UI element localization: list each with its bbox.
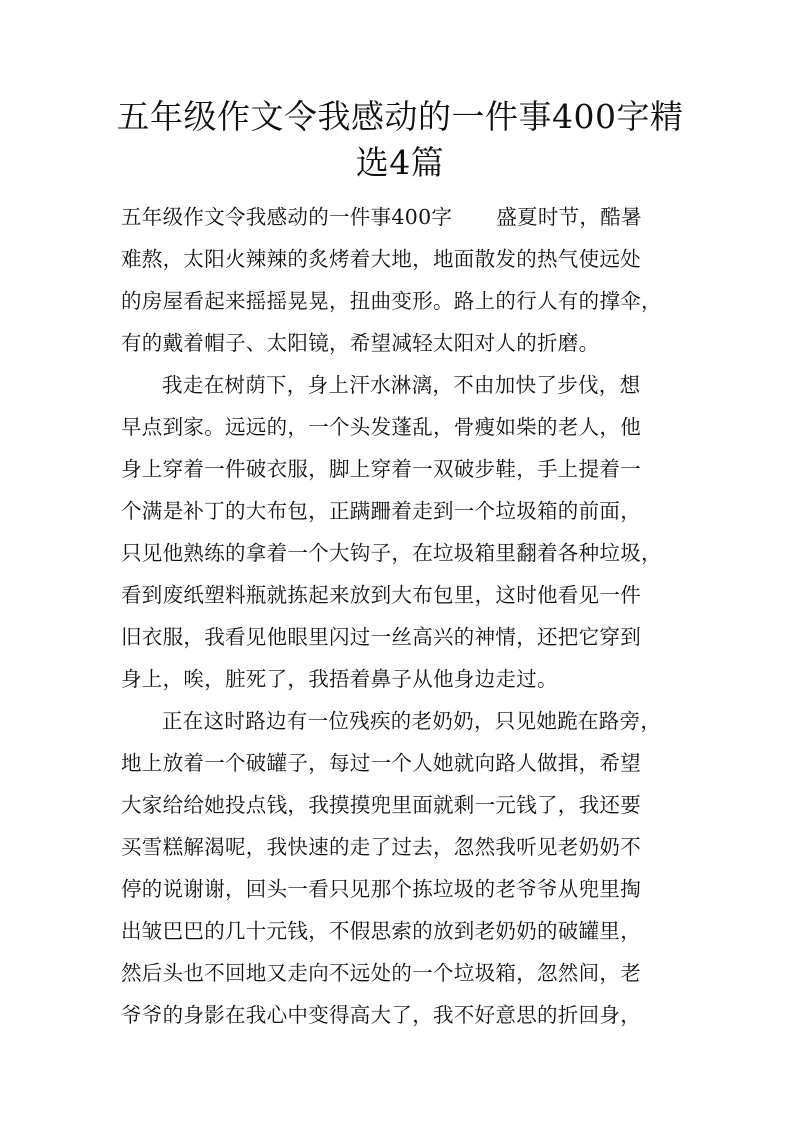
paragraph-line: 然后头也不回地又走向不远处的一个垃圾箱，忽然间，老 [121,961,641,985]
title-line: 选4篇 [355,143,445,182]
paragraph-line: 大家给给她投点钱，我摸摸兜里面就剩一元钱了，我还要 [121,793,641,817]
document-body [121,196,681,1036]
paragraph-line: 难熬，太阳火辣辣的炙烤着大地，地面散发的热气使远处 [121,247,641,271]
paragraph-line: 有的戴着帽子、太阳镜，希望减轻太阳对人的折磨。 [121,331,600,355]
paragraph-line: 出皱巴巴的几十元钱，不假思索的放到老奶奶的破罐里， [121,919,641,943]
paragraph-line: 买雪糕解渴呢，我快速的走了过去，忽然我听见老奶奶不 [121,835,641,859]
title-line: 五年级作文令我感动的一件事400字精 [116,97,684,136]
paragraph-text: 盛夏时节，酷暑 [496,205,642,229]
paragraph-line: 早点到家。远远的，一个头发蓬乱，骨瘦如柴的老人，他 [121,415,641,439]
paragraph [121,364,681,700]
document-title [100,94,700,186]
paragraph-line: 身上，唉，脏死了，我捂着鼻子从他身边走过。 [121,667,558,691]
paragraph-line: 看到废纸塑料瓶就拣起来放到大布包里，这时他看见一件 [121,583,641,607]
paragraph-line: 地上放着一个破罐子，每过一个人她就向路人做揖，希望 [121,751,641,775]
paragraph-line: 停的说谢谢，回头一看只见那个拣垃圾的老爷爷从兜里掏 [121,877,641,901]
paragraph-line: 正在这时路边有一位残疾的老奶奶，只见她跪在路旁， [162,709,662,733]
paragraph-line: 的房屋看起来摇摇晃晃，扭曲变形。路上的行人有的撑伞， [121,289,662,313]
paragraph-line: 旧衣服，我看见他眼里闪过一丝高兴的神情，还把它穿到 [121,625,641,649]
paragraph-line: 身上穿着一件破衣服，脚上穿着一双破步鞋，手上提着一 [121,457,641,481]
section-heading-inline: 五年级作文令我感动的一件事400字 [121,205,453,229]
paragraph [121,700,681,1036]
paragraph [121,196,681,364]
paragraph-line: 个满是补丁的大布包，正蹒跚着走到一个垃圾箱的前面， [121,499,641,523]
paragraph-line: 我走在树荫下，身上汗水淋漓，不由加快了步伐，想 [162,373,641,397]
paragraph-line [121,196,681,238]
paragraph-line: 爷爷的身影在我心中变得高大了，我不好意思的折回身， [121,1003,641,1027]
paragraph-line: 只见他熟练的拿着一个大钩子，在垃圾箱里翻着各种垃圾， [121,541,662,565]
